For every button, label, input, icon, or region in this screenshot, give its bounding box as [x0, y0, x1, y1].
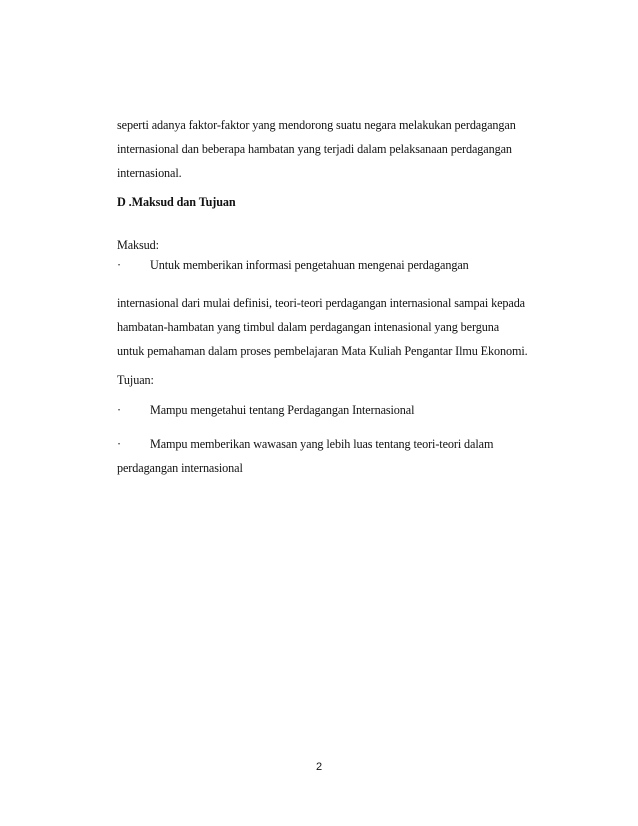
maksud-line-2: internasional dari mulai definisi, teori-teori perdagangan internasional sampai kepada: [117, 296, 525, 310]
maksud-line-1: Untuk memberikan informasi pengetahuan mengenai perdagangan: [150, 258, 469, 272]
tujuan-item-2-bullet: ·: [117, 437, 122, 451]
tujuan-item-2-line-2: perdagangan internasional: [117, 461, 243, 475]
intro-line-1: seperti adanya faktor-faktor yang mendorong suatu negara melakukan perdagangan: [117, 118, 516, 132]
maksud-line-3: hambatan-hambatan yang timbul dalam perdagangan intenasional yang berguna: [117, 320, 500, 334]
section-heading: D .Maksud dan Tujuan: [117, 195, 236, 209]
tujuan-item-2-line-1: Mampu memberikan wawasan yang lebih luas tentang teori-teori dalam: [150, 437, 494, 451]
intro-line-3: internasional.: [117, 166, 182, 180]
tujuan-label: Tujuan:: [117, 373, 154, 387]
maksud-label: Maksud:: [117, 238, 159, 252]
page-number: 2: [315, 761, 323, 773]
tujuan-item-1-bullet: ·: [117, 403, 122, 417]
intro-line-2: internasional dan beberapa hambatan yang terjadi dalam pelaksanaan perdagangan: [117, 142, 512, 156]
maksud-bullet: ·: [117, 258, 122, 272]
tujuan-item-1-line-1: Mampu mengetahui tentang Perdagangan Internasional: [150, 403, 415, 417]
maksud-line-4: untuk pemahaman dalam proses pembelajaran Mata Kuliah Pengantar Ilmu Ekonomi.: [117, 344, 528, 358]
